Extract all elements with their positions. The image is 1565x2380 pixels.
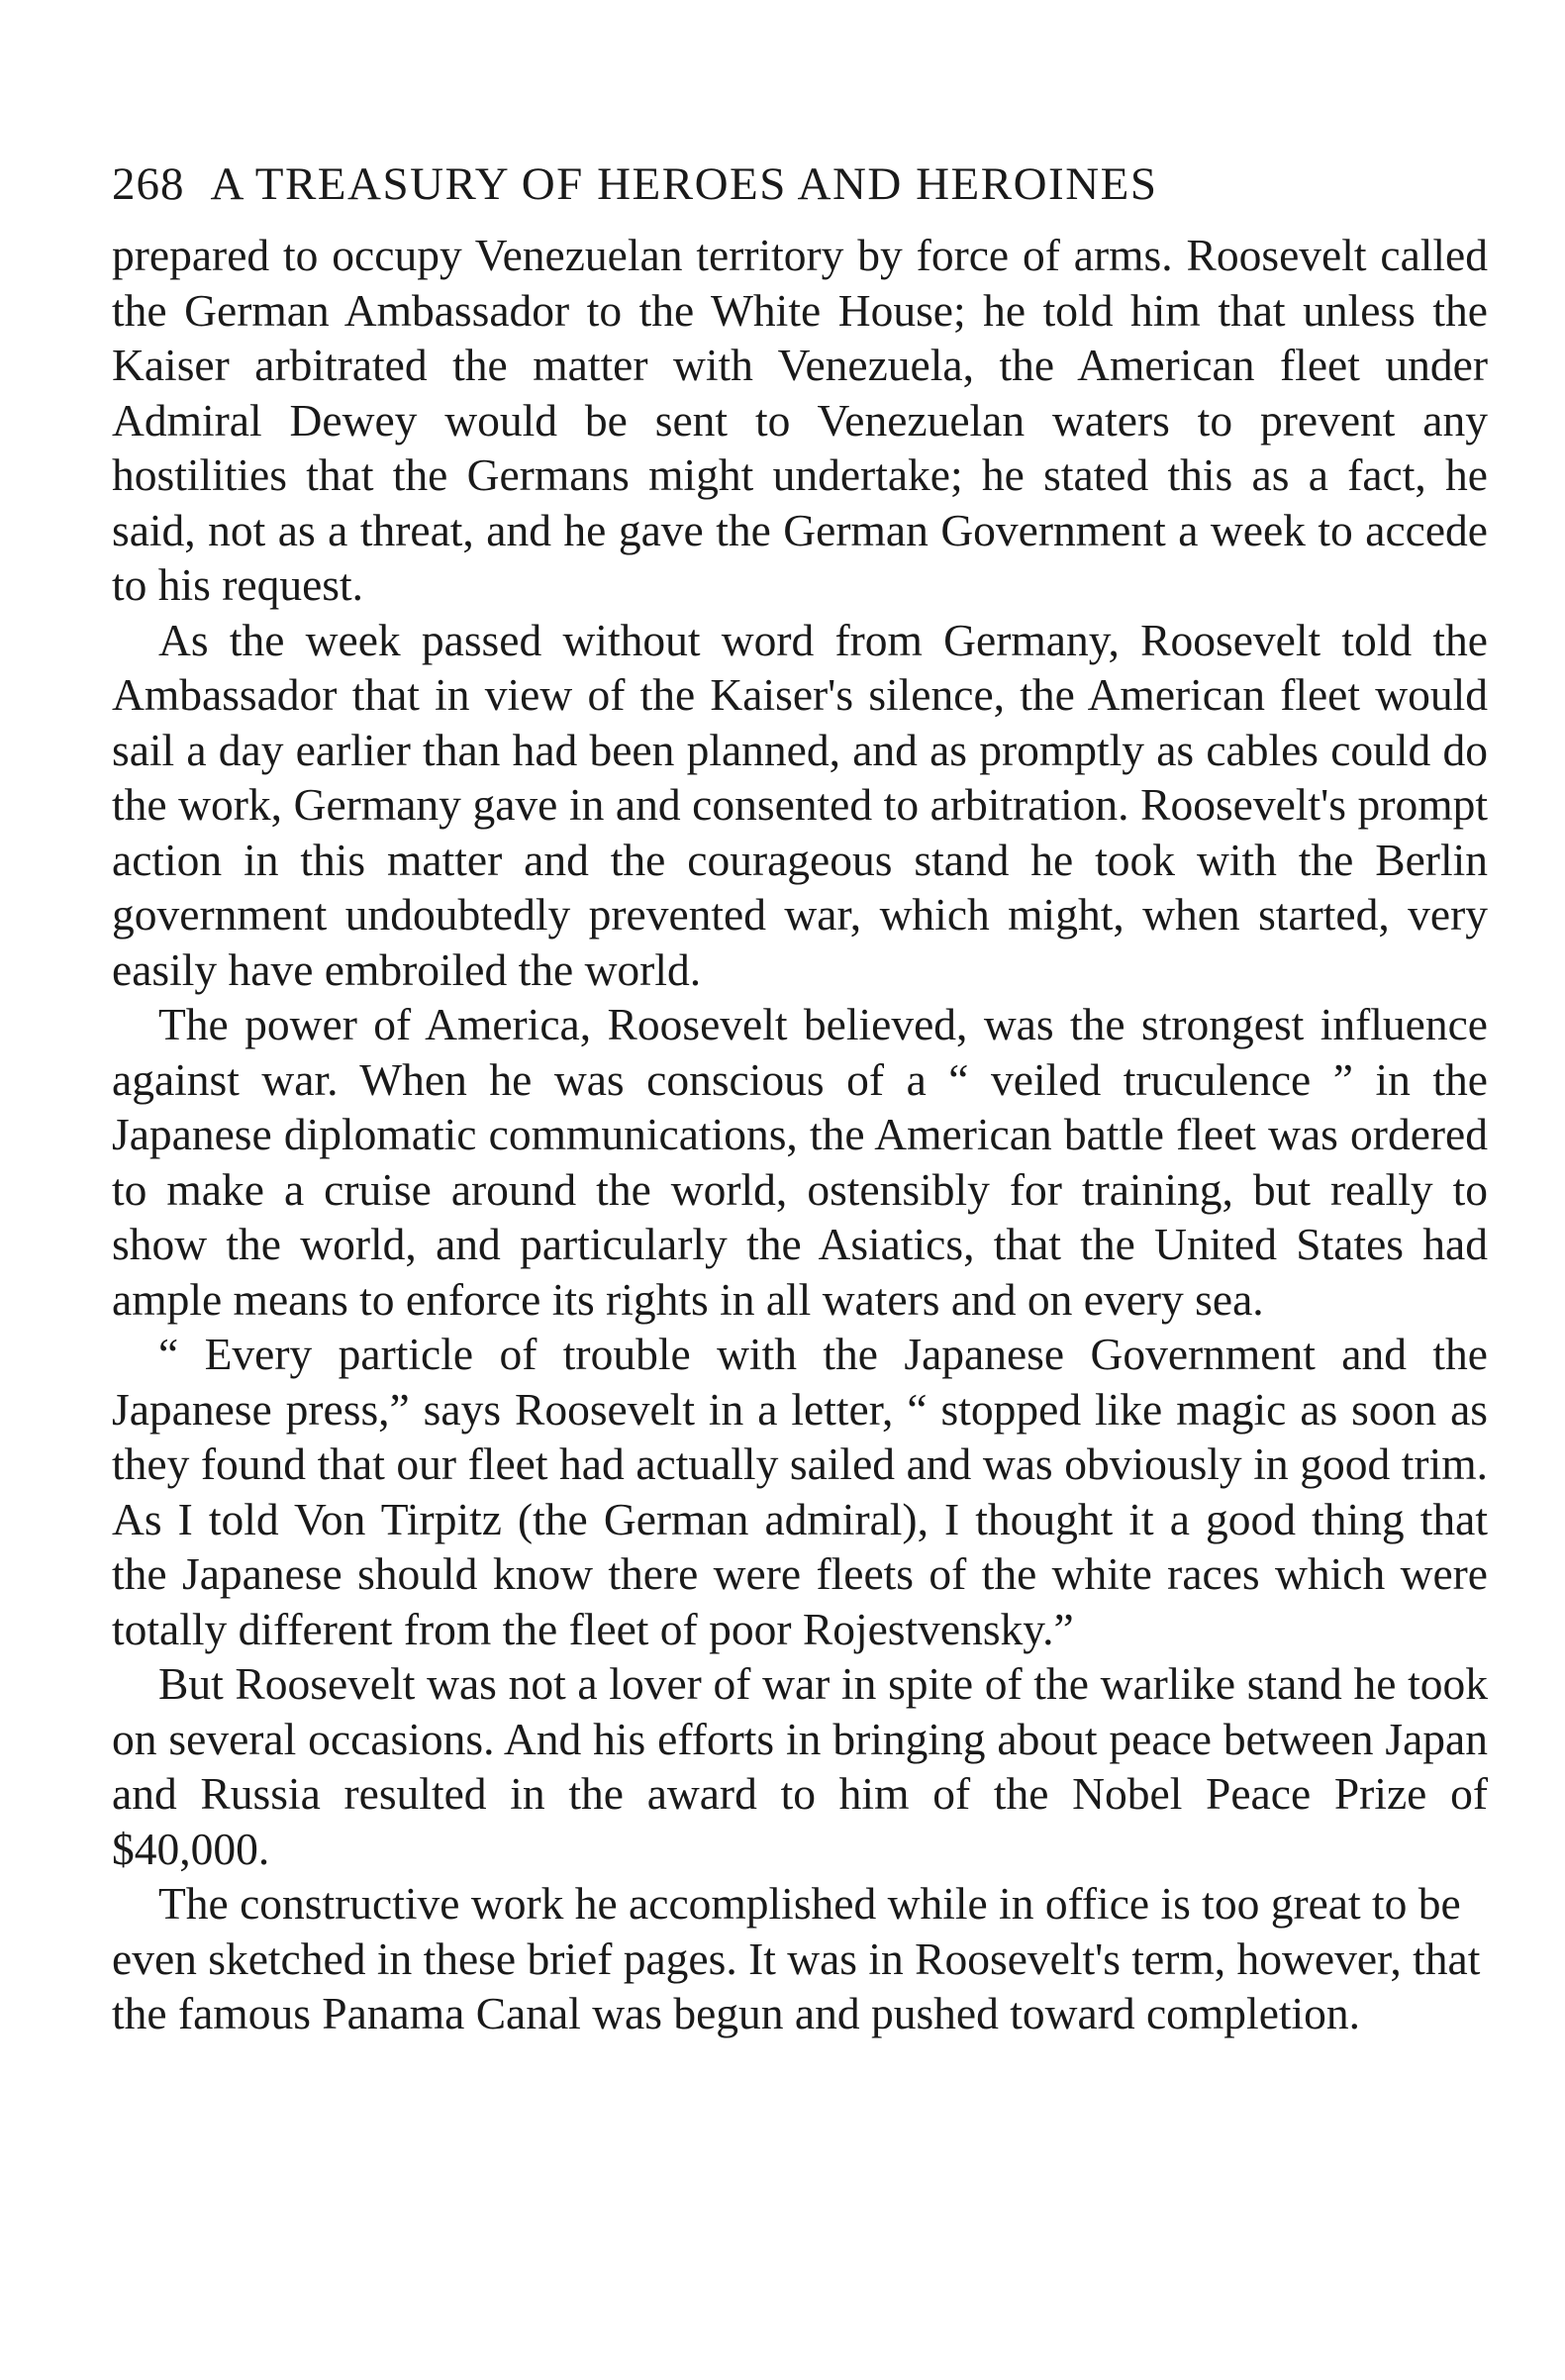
paragraph-panama-canal: The constructive work he accomplished while in office is too great to be even sketched in these brief pages. It was in Roosevelt's term, however, that the famous Panama Canal was begun and pushed toward completion. <box>112 1878 1481 2038</box>
paragraph-roosevelt-letter-quote: “ Every particle of trouble with the Japanese Government and the Japanese press,” says Roosevelt in a letter, “ stopped like magic as soon as they found that our fleet had actually sailed and was obviously in good trim. As I told Von Tirpitz (the German admiral), I thought it a good thing that the Japanese should know there were fleets of the white races which were totally different from the fleet of poor Rojestvensky.” <box>112 1329 1488 1654</box>
paragraph-nobel-peace-prize: But Roosevelt was not a lover of war in spite of the warlike stand he took on several occasions. And his efforts in bringing about peace between Japan and Russia resulted in the award to him of the Nobel Peace Prize of $40,000. <box>112 1658 1488 1874</box>
book-title: A TREASURY OF HEROES AND HEROINES <box>210 158 1158 210</box>
body-text <box>112 228 1488 2041</box>
paragraph-power-of-america: The power of America, Roosevelt believed, was the strongest influence against war. When he was conscious of a “ veiled truculence ” in the Japanese diplomatic communications, the American battle fleet was ordered to make a cruise around the world, ostensibly for training, but really to show the world, and particularly the Asiatics, that the United States had ample means to enforce its rights in all waters and on every sea. <box>112 999 1488 1325</box>
paragraph-continuation: prepared to occupy Venezuelan territory by force of arms. Roosevelt called the German Ambassador to the White House; he told him that unless the Kaiser arbitrated the matter with Venezuela, the American fleet under Admiral Dewey would be sent to Venezuelan waters to prevent any hostilities that the Germans might undertake; he stated this as a fact, he said, not as a threat, and he gave the German Government a week to accede to his request. <box>112 230 1488 610</box>
paragraph-germany-arbitration: As the week passed without word from Germany, Roosevelt told the Ambassador that in view of the Kaiser's silence, the American fleet would sail a day earlier than had been planned, and as promptly as cables could do the work, Germany gave in and consented to arbitration. Roosevelt's prompt action in this matter and the courageous stand he took with the Berlin government undoubtedly prevented war, which might, when started, very easily have embroiled the world. <box>112 614 1488 995</box>
book-page <box>112 149 1488 2041</box>
page-number: 268 <box>112 158 185 210</box>
running-head <box>112 149 1488 220</box>
